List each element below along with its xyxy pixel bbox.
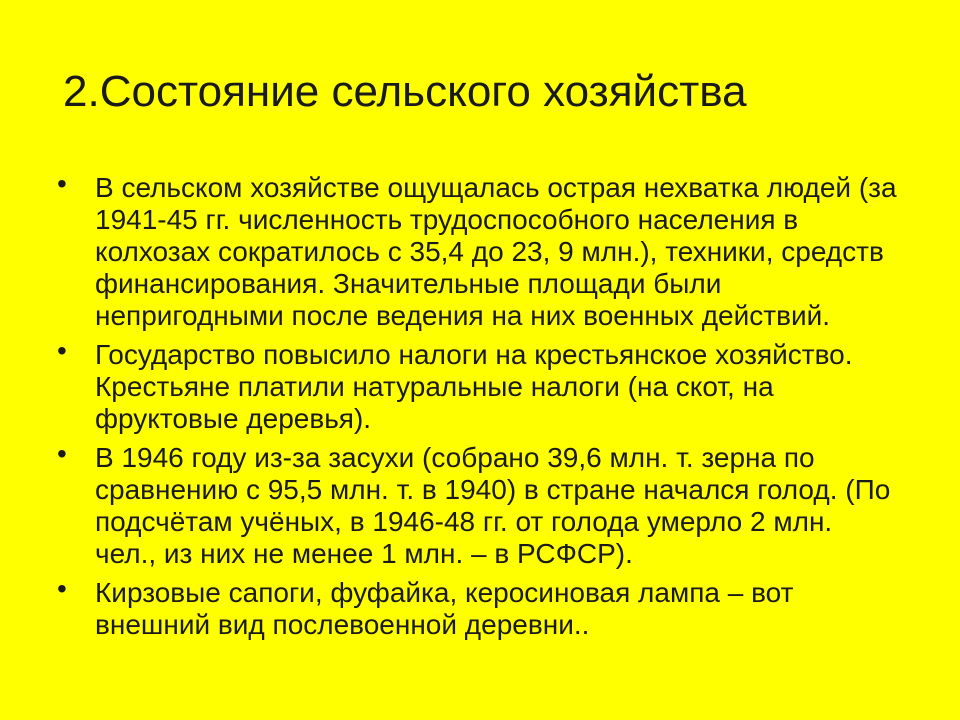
slide-title: 2.Состояние сельского хозяйства — [63, 67, 747, 116]
bullet-dot-icon: • — [57, 168, 67, 199]
bullet-item-1 — [57, 168, 897, 332]
bullet-dot-icon: • — [57, 573, 67, 604]
bullet-list — [57, 168, 897, 648]
bullet-item-2 — [57, 335, 897, 435]
bullet-item-4 — [57, 573, 897, 641]
bullet-text-1: В сельском хозяйстве ощущалась острая нехватка людей (за 1941-45 гг. численность трудоспособного населения в колхозах сократилось с 35,4 до 23, 9 млн.), техники, средств финансирования. Значительные площади были непригодными после ведения на них военных действий. — [95, 172, 897, 331]
bullet-item-3 — [57, 438, 897, 570]
bullet-dot-icon: • — [57, 438, 67, 469]
bullet-text-4: Кирзовые сапоги, фуфайка, керосиновая лампа – вот внешний вид послевоенной деревни.. — [95, 577, 794, 640]
bullet-dot-icon: • — [57, 335, 67, 366]
bullet-text-3: В 1946 году из-за засухи (собрано 39,6 млн. т. зерна по сравнению с 95,5 млн. т. в 1940) в стране начался голод. (По подсчётам учёных, в 1946-48 гг. от голода умерло 2 млн. чел., из них не менее 1 млн. – в РСФСР). — [95, 442, 891, 569]
bullet-text-2: Государство повысило налоги на крестьянское хозяйство. Крестьяне платили натуральные налоги (на скот, на фруктовые деревья). — [95, 339, 853, 434]
